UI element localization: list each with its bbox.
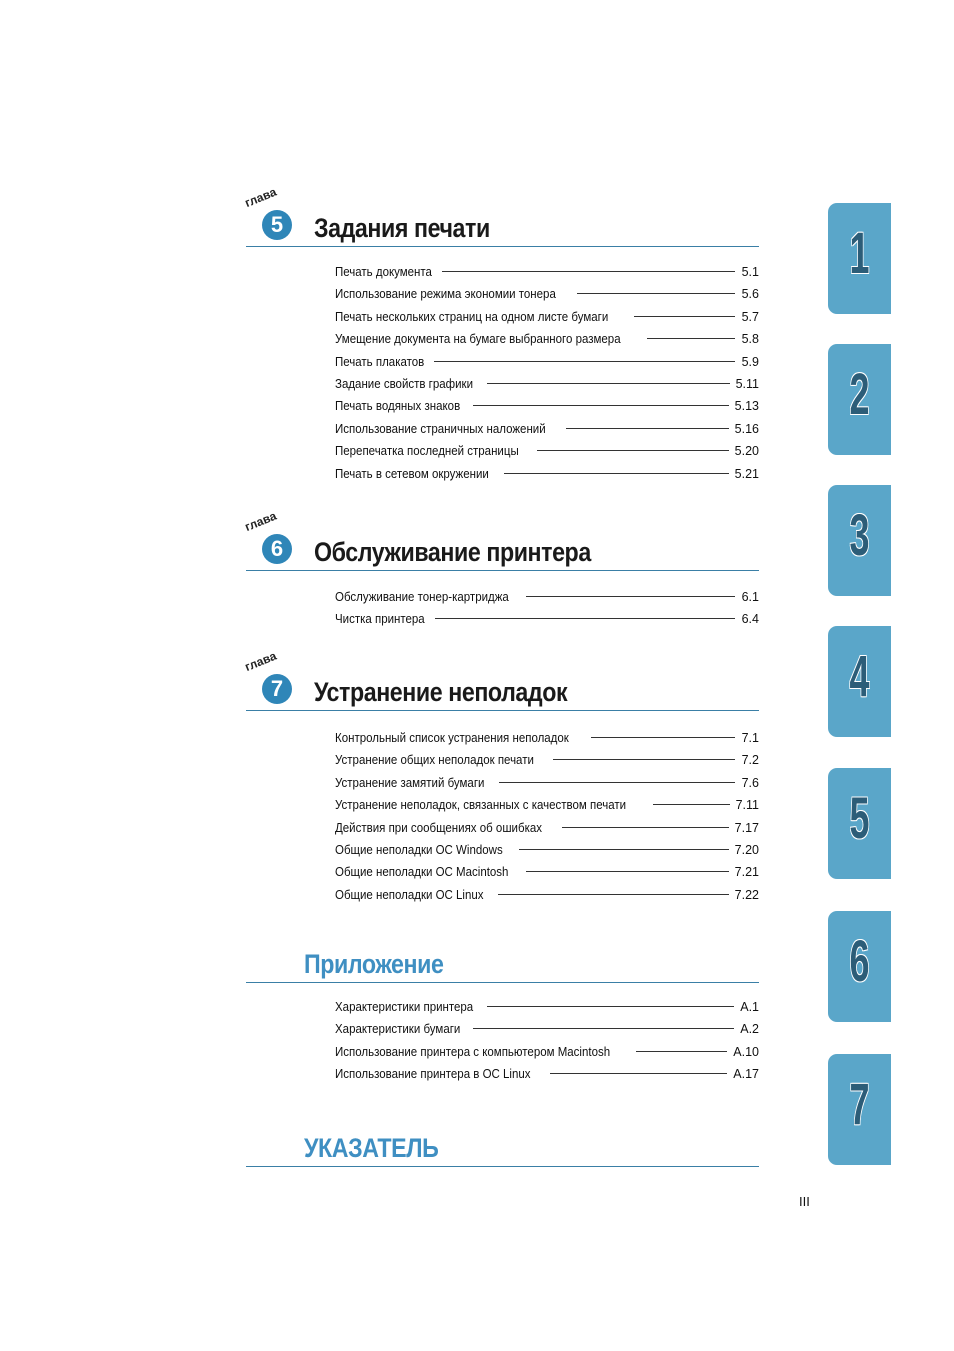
leader-line [498,894,728,895]
toc-entry-label: Характеристики бумаги [335,1022,461,1037]
toc-entry-page: 5.1 [741,265,759,279]
tab-number: 4 [849,644,870,709]
toc-entry-label: Общие неполадки ОС Linux [335,887,484,902]
index-header [246,1116,759,1167]
toc-entry-label: Использование режима экономии тонера [335,287,556,302]
toc-entry-page: 7.17 [734,820,759,835]
leader-line [647,338,735,339]
toc-entry[interactable] [335,821,759,843]
toc-entry[interactable] [335,1067,759,1089]
appendix-section [246,932,759,1082]
tab-number: 6 [849,929,870,994]
toc-entry[interactable] [335,776,759,798]
leader-line [526,596,735,597]
toc-entry-page: 6.4 [741,612,759,627]
leader-line [487,1006,734,1007]
leader-line [435,618,735,619]
chapter-title[interactable]: Устранение неполадок [314,677,568,707]
toc-entry-page: A.2 [740,1022,759,1037]
leader-line [487,383,730,384]
toc-entry-label: Перепечатка последней страницы [335,444,519,459]
toc-entry-label: Устранение общих неполадок печати [335,753,534,768]
chapter-word: глава [242,184,279,210]
toc-entry-label: Использование страничных наложений [335,421,546,436]
leader-line [473,1028,734,1029]
leader-line [553,759,735,760]
leader-line [562,827,729,828]
chapter-title[interactable]: Задания печати [314,213,490,243]
toc-entry-label: Контрольный список устранения неполадок [335,731,569,745]
leader-line [442,271,735,272]
toc-entry-label: Использование принтера в ОС Linux [335,1067,531,1082]
tab-number: 5 [849,786,870,851]
chapter-5-section [242,184,759,481]
toc-list [335,1000,759,1090]
appendix-header [246,932,759,983]
toc-entry-page: 5.9 [741,354,759,369]
toc-entry-label: Характеристики принтера [335,1000,474,1014]
chapter-number-badge: 5 [262,210,292,240]
toc-entry-page: 7.22 [734,887,759,902]
toc-entry[interactable] [335,355,759,377]
toc-entry-page: 7.11 [735,798,759,813]
toc-list [335,265,759,489]
toc-entry[interactable] [335,1045,759,1067]
toc-entry-label: Чистка принтера [335,612,425,627]
toc-entry-page: 7.21 [734,865,759,880]
toc-entry-page: 5.7 [741,309,759,324]
chapter-word: глава [242,508,279,534]
index-section [246,1116,759,1167]
chapter-tab-5[interactable] [828,768,891,879]
toc-entry-page: 5.16 [734,421,759,436]
toc-entry[interactable] [335,798,759,820]
toc-entry[interactable] [335,843,759,865]
toc-entry-page: 7.1 [741,731,759,745]
toc-entry-label: Задание свойств графики [335,376,474,391]
toc-entry-page: 6.1 [741,590,759,604]
toc-entry[interactable] [335,265,759,287]
toc-entry-label: Печать водяных знаков [335,399,461,414]
toc-entry-page: 5.11 [735,376,759,391]
toc-entry-page: A.1 [740,1000,759,1014]
toc-entry[interactable] [335,612,759,634]
leader-line [636,1051,727,1052]
toc-entry[interactable] [335,753,759,775]
toc-entry-label: Печать нескольких страниц на одном листе бумаги [335,309,609,324]
toc-entry[interactable] [335,888,759,910]
toc-list [335,590,759,635]
leader-line [434,361,735,362]
chapter-header [242,648,759,711]
toc-entry-label: Действия при сообщениях об ошибках [335,820,542,835]
toc-entry[interactable] [335,467,759,489]
leader-line [519,849,728,850]
toc-entry-label: Использование принтера с компьютером Macintosh [335,1044,611,1059]
toc-entry[interactable] [335,377,759,399]
chapter-number-badge: 7 [262,674,292,704]
leader-line [577,293,735,294]
leader-line [591,737,735,738]
toc-list [335,731,759,910]
leader-line [526,871,729,872]
toc-entry-label: Печать в сетевом окружении [335,466,489,481]
toc-entry-page: 5.20 [734,444,759,459]
chapter-7-section [242,648,759,902]
leader-line [634,316,735,317]
index-title[interactable]: УКАЗАТЕЛЬ [304,1133,439,1163]
chapter-title[interactable]: Обслуживание принтера [314,537,591,567]
toc-entry-page: 7.20 [734,842,759,857]
chapter-number-badge: 6 [262,534,292,564]
toc-entry-label: Общие неполадки ОС Macintosh [335,865,509,880]
toc-entry-label: Общие неполадки ОС Windows [335,842,503,857]
toc-entry-page: 7.6 [741,775,759,790]
toc-entry[interactable] [335,1022,759,1044]
toc-entry-label: Печать документа [335,265,432,279]
page-number: III [799,1194,810,1209]
toc-entry[interactable] [335,731,759,753]
leader-line [550,1073,728,1074]
toc-entry[interactable] [335,590,759,612]
toc-entry-page: A.10 [733,1044,759,1059]
toc-entry-label: Печать плакатов [335,354,425,369]
chapter-header [242,508,759,571]
toc-entry-page: 7.2 [741,753,759,768]
toc-entry-page: 5.6 [741,287,759,302]
tab-number: 3 [849,503,870,568]
chapter-word: глава [242,648,279,674]
toc-entry[interactable] [335,310,759,332]
tab-number: 2 [849,362,870,427]
tab-number: 7 [849,1072,870,1137]
leader-line [473,405,729,406]
toc-entry-page: 5.21 [734,466,759,481]
leader-line [537,450,729,451]
toc-entry[interactable] [335,399,759,421]
toc-entry[interactable] [335,287,759,309]
appendix-title[interactable]: Приложение [304,949,444,979]
chapter-header [242,184,759,247]
chapter-6-section [242,508,759,627]
chapter-tab-7[interactable] [828,1054,891,1165]
leader-line [566,428,729,429]
toc-entry-label: Устранение неполадок, связанных с качеством печати [335,798,627,813]
toc-entry-page: A.17 [733,1067,759,1082]
leader-line [653,804,729,805]
toc-entry-page: 5.13 [734,399,759,414]
toc-entry-label: Обслуживание тонер-картриджа [335,590,509,604]
tab-number: 1 [849,221,870,286]
toc-entry-page: 5.8 [741,332,759,347]
toc-entry[interactable] [335,1000,759,1022]
chapter-tab-3[interactable] [828,485,891,596]
toc-entry-label: Устранение замятий бумаги [335,775,485,790]
toc-entry[interactable] [335,865,759,887]
toc-entry[interactable] [335,422,759,444]
leader-line [499,782,735,783]
toc-entry[interactable] [335,332,759,354]
chapter-tab-2[interactable] [828,344,891,455]
leader-line [504,473,728,474]
toc-entry-label: Умещение документа на бумаге выбранного размера [335,332,621,347]
chapter-tab-6[interactable] [828,911,891,1022]
chapter-tab-1[interactable] [828,203,891,314]
chapter-tab-4[interactable] [828,626,891,737]
toc-entry[interactable] [335,444,759,466]
